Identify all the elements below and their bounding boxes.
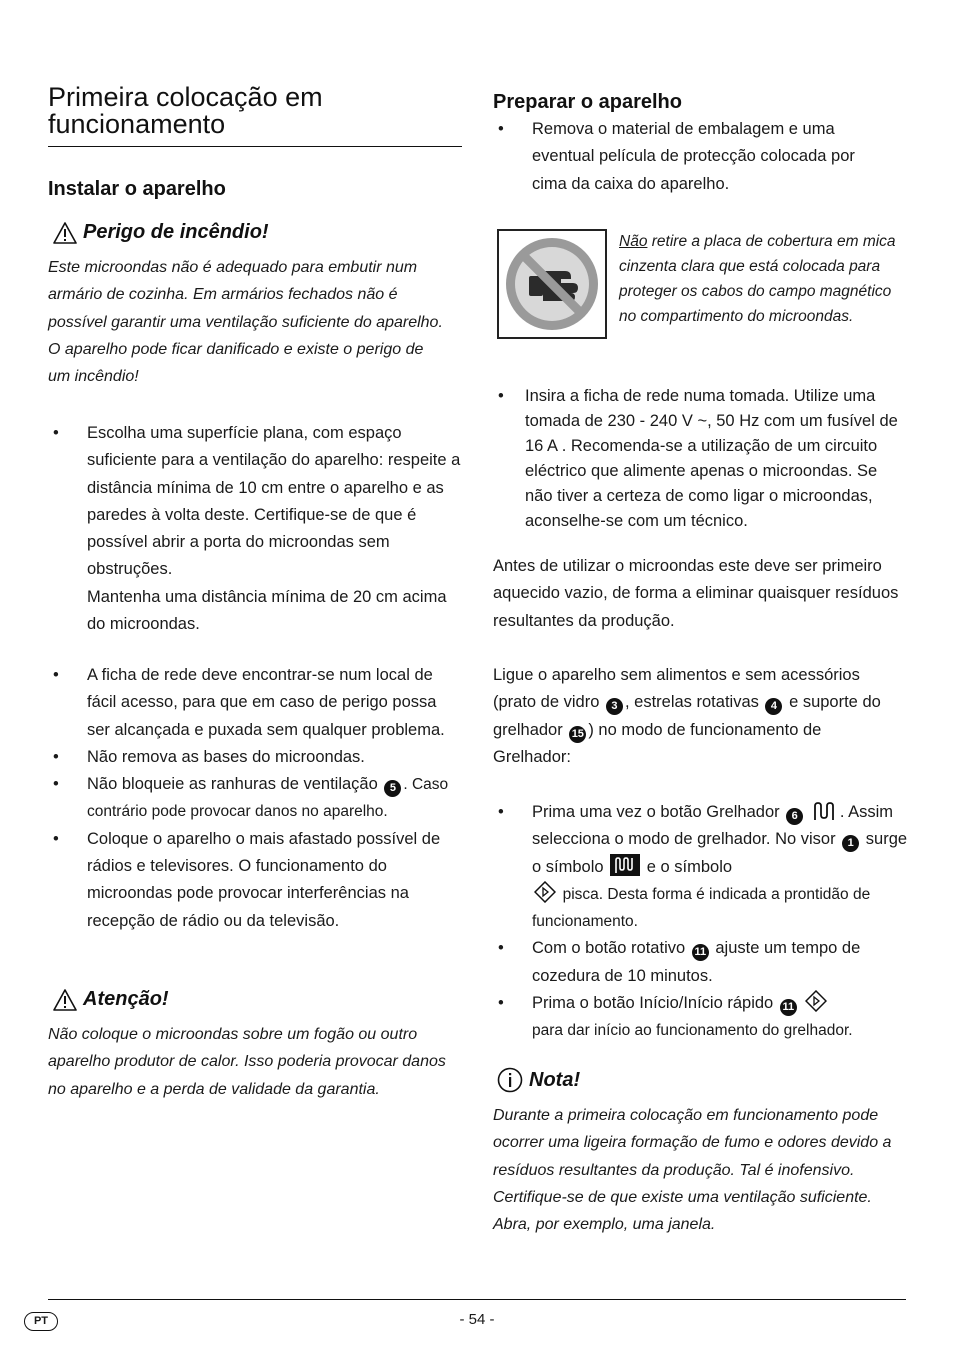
plug-bullets [493, 384, 908, 534]
grill-steps [493, 799, 908, 1045]
list-item [48, 771, 462, 826]
ref-number: 3 [606, 698, 623, 715]
bullet-text: Remova o material de embalagem e uma eventual película de protecção colocada por cima da caixa do aparelho. [532, 120, 855, 193]
title-divider [48, 146, 462, 147]
step-text: para dar início ao funcionamento do grelhador. [532, 1022, 853, 1040]
language-badge: PT [24, 1312, 58, 1331]
note-heading [497, 1067, 580, 1093]
prohibited-hand-icon [499, 231, 605, 337]
prepare-heading: Preparar o aparelho [493, 91, 682, 113]
fire-warning-text: Este microondas não é adequado para embutir num armário de cozinha. Em armários fechados não é possível garantir uma ventilação suficiente do aparelho. O aparelho pode ficar danificado e existe o perigo de um incêndio! [48, 259, 443, 386]
attention-heading [53, 988, 169, 1011]
page-number: - 54 - [459, 1311, 495, 1328]
bullet-text: Mantenha uma distância mínima de 20 cm acima do microondas. [87, 587, 447, 634]
bullet-text: Não bloqueie as ranhuras de ventilação [87, 775, 378, 794]
note-title: Nota! [529, 1068, 581, 1091]
para-text: e suporte do grelhador [493, 693, 881, 739]
list-item [493, 116, 868, 198]
step-text: ajuste um tempo de cozedura de 10 minutos. [532, 939, 861, 985]
placement-bullets [48, 420, 462, 638]
step-text: surge o símbolo [532, 830, 908, 876]
step-text: Prima uma vez o botão Grelhador [532, 803, 780, 821]
page-title-line1: Primeira colocação em [48, 82, 323, 112]
image-caption [619, 229, 909, 329]
bullet-text: . Caso contrário pode provocar danos no aparelho. [87, 776, 449, 821]
attention-text: Não coloque o microondas sobre um fogão ou outro aparelho produtor de calor. Isso poderia provocar danos no aparelho e a perda de validade da garantia. [48, 1026, 446, 1098]
prepare-bullets [493, 116, 868, 198]
ref-number: 1 [842, 835, 859, 852]
fire-warning-heading [53, 221, 269, 244]
bullet-text: Coloque o aparelho o mais afastado possível de rádios e televisores. O funcionamento do microondas pode provocar interferências na recepção de rádio ou da televisão. [87, 829, 441, 930]
step-text: . Assim selecciona o modo de grelhador. No visor [532, 803, 893, 849]
install-heading: Instalar o aparelho [48, 178, 226, 200]
caption-text: retire a placa de cobertura em mica cinzenta clara que está colocada para proteger os cabos do campo magnético no compartimento do microondas. [619, 233, 896, 325]
ref-number: 4 [765, 698, 782, 715]
step-text: pisca. Desta forma é indicada a prontidão de funcionamento. [532, 885, 871, 931]
ref-number: 11 [780, 999, 797, 1016]
bullet-text: Não remova as bases do microondas. [87, 747, 365, 766]
bullet-text: Insira a ficha de rede numa tomada. Utilize uma tomada de 230 - 240 V ~, 50 Hz com um fusível de 16 A . Recomenda-se a utilização de um circuito eléctrico que alimente apenas o microondas. Se não tiver a certeza de como ligar o microondas, aconselhe-se com um técnico. [525, 387, 898, 530]
step-text: e o símbolo [646, 857, 733, 876]
page-title [48, 84, 462, 138]
list-item [493, 990, 908, 1045]
start-diamond-icon [805, 990, 827, 1012]
bullet-text: A ficha de rede deve encontrar-se num local de fácil acesso, para que em caso de perigo possa ser alcançada e puxada sem qualquer problema. [87, 666, 445, 739]
preheat-paragraph: Antes de utilizar o microondas este deve ser primeiro aquecido vazio, de forma a eliminar quaisquer resíduos resultantes da produção. [493, 557, 899, 630]
list-item [493, 384, 908, 534]
step-text: Com o botão rotativo [532, 939, 686, 958]
list-item [48, 662, 462, 744]
caption-emphasis: Não [619, 233, 648, 250]
bullet-text: Escolha uma superfície plana, com espaço suficiente para a ventilação do aparelho: respeite a distância mínima de 10 cm entre o aparelho e as paredes à volta deste. Certifique-se de que é possível abrir a porta do microondas sem obstruções. [87, 424, 461, 579]
ref-number: 6 [786, 808, 803, 825]
warning-triangle-icon [53, 222, 77, 244]
list-item [493, 799, 908, 935]
note-text: Durante a primeira colocação em funcionamento pode ocorrer uma ligeira formação de fumo e odores devido a resíduos resultantes da produção. Tal é inofensivo. Certifique-se de que existe uma ventilação suficiente. Abra, por exemplo, uma janela. [493, 1107, 892, 1234]
no-hand-prohibition-image [497, 229, 607, 339]
warning-triangle-icon [53, 989, 77, 1011]
grill-paragraph [493, 662, 893, 771]
footer-divider [48, 1299, 906, 1300]
ref-number: 15 [569, 726, 586, 743]
step-text: Prima o botão Início/Início rápido [532, 994, 774, 1013]
para-text: , estrelas rotativas [624, 693, 759, 712]
para-text: ) no modo de funcionamento de Grelhador: [493, 720, 822, 766]
safety-bullets [48, 662, 462, 935]
start-diamond-icon [534, 881, 556, 903]
para-text: Ligue o aparelho sem alimentos e sem acessórios (prato de vidro [493, 666, 860, 712]
list-item [48, 826, 462, 935]
page-title-line2: funcionamento [48, 109, 226, 139]
fire-warning-title: Perigo de incêndio! [83, 221, 269, 243]
list-item [48, 744, 462, 771]
grill-display-symbol-icon [610, 854, 640, 876]
attention-title: Atenção! [83, 988, 169, 1010]
list-item [48, 420, 462, 638]
list-item [493, 935, 908, 990]
ref-number: 5 [384, 780, 401, 797]
grill-icon [812, 801, 838, 821]
ref-number: 11 [692, 944, 709, 961]
info-icon [497, 1067, 523, 1093]
